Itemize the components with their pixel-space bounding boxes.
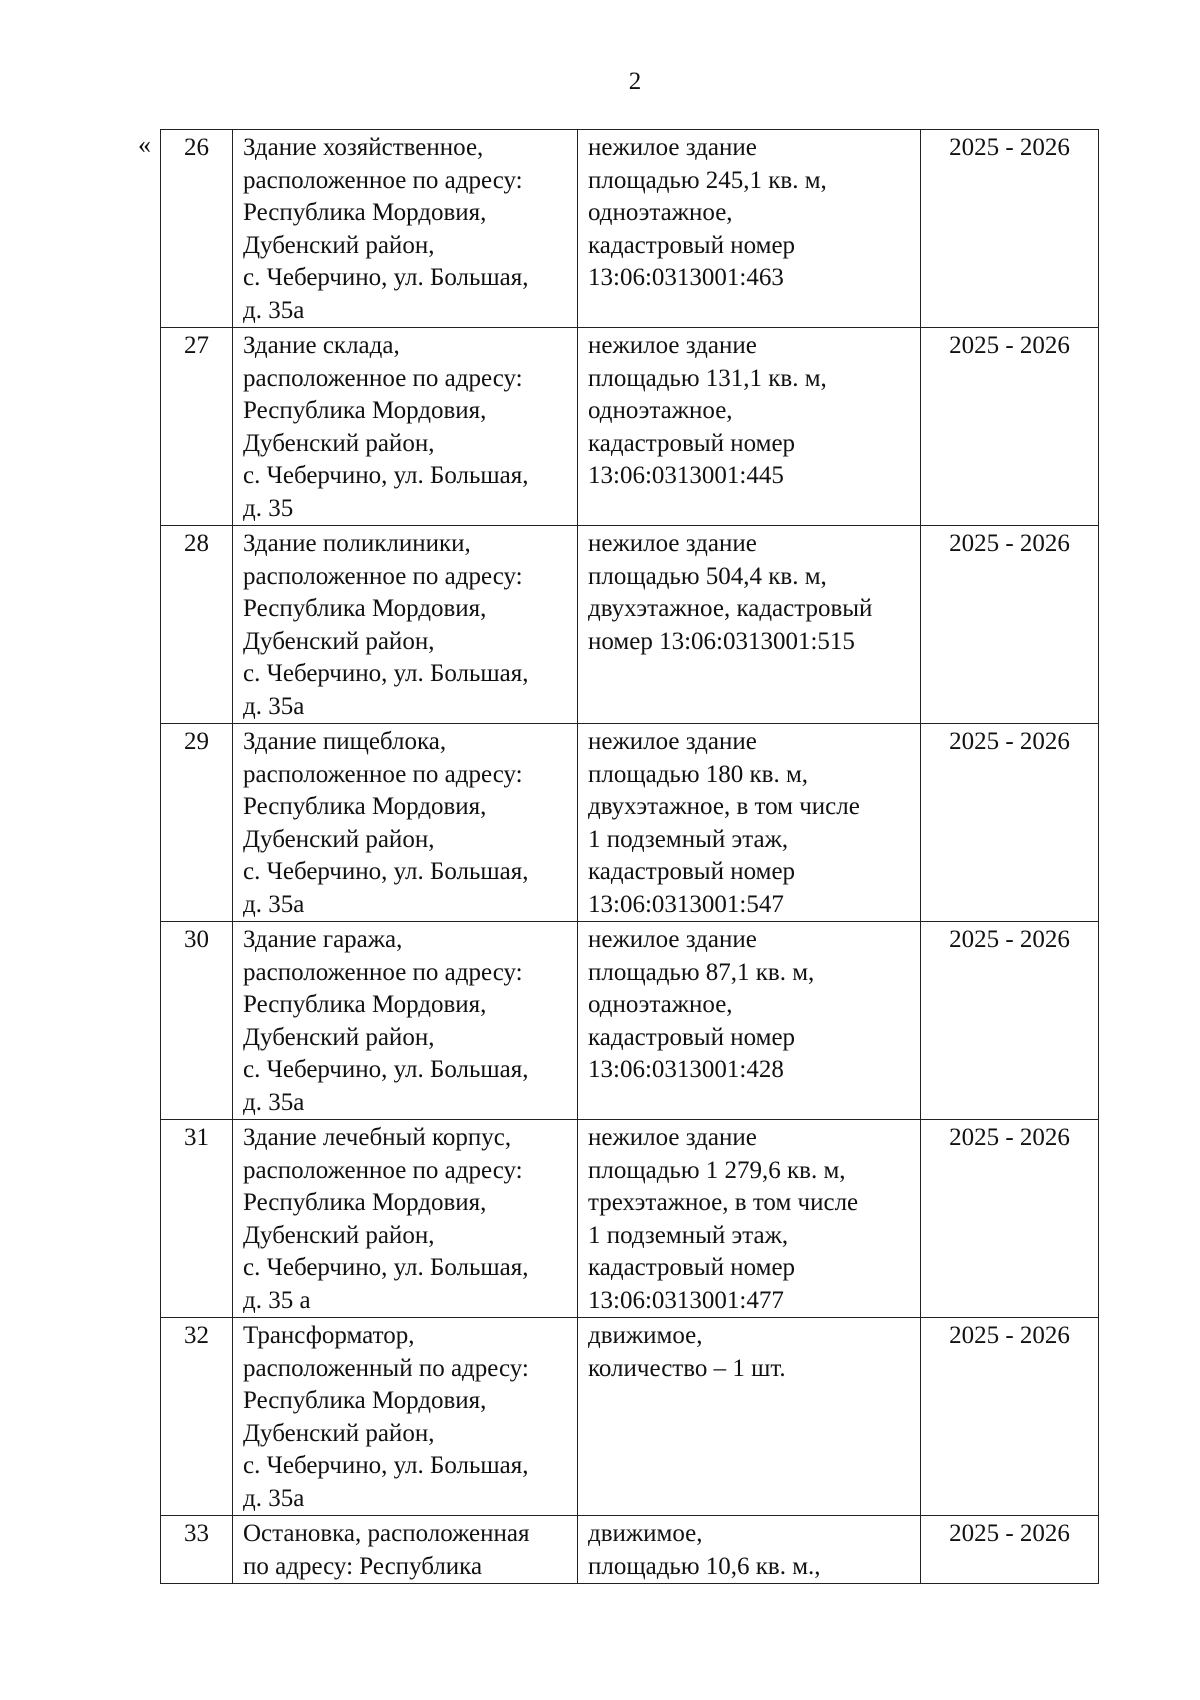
row-number: 31	[161, 1120, 233, 1318]
row-number: 33	[161, 1516, 233, 1584]
property-name: Трансформатор, расположенный по адресу: Республика Мордовия, Дубенский район, с. Чеберчино, ул. Большая, д. 35а	[233, 1318, 578, 1516]
property-name: Здание склада, расположенное по адресу: Республика Мордовия, Дубенский район, с. Чеберчино, ул. Большая, д. 35	[233, 328, 578, 526]
property-description: движимое, количество – 1 шт.	[578, 1318, 921, 1516]
property-description: нежилое здание площадью 131,1 кв. м, одноэтажное, кадастровый номер 13:06:0313001:445	[578, 328, 921, 526]
row-number: 29	[161, 724, 233, 922]
row-number: 30	[161, 922, 233, 1120]
property-description: движимое, площадью 10,6 кв. м.,	[578, 1516, 921, 1584]
table-row	[161, 328, 1099, 526]
property-name: Здание гаража, расположенное по адресу: Республика Мордовия, Дубенский район, с. Чеберчино, ул. Большая, д. 35а	[233, 922, 578, 1120]
opening-quote-mark: «	[138, 130, 151, 159]
property-name: Здание поликлиники, расположенное по адресу: Республика Мордовия, Дубенский район, с. Чеберчино, ул. Большая, д. 35а	[233, 526, 578, 724]
property-description: нежилое здание площадью 504,4 кв. м, двухэтажное, кадастровый номер 13:06:0313001:515	[578, 526, 921, 724]
property-name: Здание хозяйственное, расположенное по адресу: Республика Мордовия, Дубенский район, с. Чеберчино, ул. Большая, д. 35а	[233, 130, 578, 328]
period: 2025 - 2026	[921, 1120, 1099, 1318]
period: 2025 - 2026	[921, 724, 1099, 922]
table-row	[161, 1318, 1099, 1516]
table-row	[161, 1120, 1099, 1318]
period: 2025 - 2026	[921, 328, 1099, 526]
period: 2025 - 2026	[921, 1516, 1099, 1584]
property-description: нежилое здание площадью 180 кв. м, двухэтажное, в том числе 1 подземный этаж, кадастровый номер 13:06:0313001:547	[578, 724, 921, 922]
period: 2025 - 2026	[921, 526, 1099, 724]
table-row	[161, 526, 1099, 724]
row-number: 28	[161, 526, 233, 724]
table-row	[161, 1516, 1099, 1584]
row-number: 27	[161, 328, 233, 526]
table-row	[161, 724, 1099, 922]
property-description: нежилое здание площадью 245,1 кв. м, одноэтажное, кадастровый номер 13:06:0313001:463	[578, 130, 921, 328]
property-name: Здание лечебный корпус, расположенное по адресу: Республика Мордовия, Дубенский район, с. Чеберчино, ул. Большая, д. 35 а	[233, 1120, 578, 1318]
table-row	[161, 922, 1099, 1120]
row-number: 26	[161, 130, 233, 328]
property-name: Здание пищеблока, расположенное по адресу: Республика Мордовия, Дубенский район, с. Чеберчино, ул. Большая, д. 35а	[233, 724, 578, 922]
property-table	[160, 129, 1099, 1584]
property-description: нежилое здание площадью 1 279,6 кв. м, трехэтажное, в том числе 1 подземный этаж, кадастровый номер 13:06:0313001:477	[578, 1120, 921, 1318]
row-number: 32	[161, 1318, 233, 1516]
property-name: Остановка, расположенная по адресу: Республика	[233, 1516, 578, 1584]
property-description: нежилое здание площадью 87,1 кв. м, одноэтажное, кадастровый номер 13:06:0313001:428	[578, 922, 921, 1120]
period: 2025 - 2026	[921, 130, 1099, 328]
period: 2025 - 2026	[921, 1318, 1099, 1516]
table-row	[161, 130, 1099, 328]
period: 2025 - 2026	[921, 922, 1099, 1120]
page-number: 2	[628, 68, 642, 95]
